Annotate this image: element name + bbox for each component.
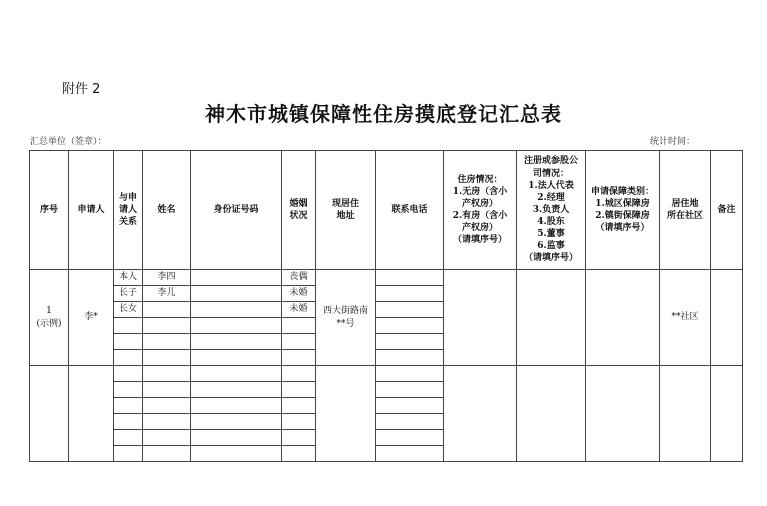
cell-phone bbox=[376, 302, 444, 318]
cell-company bbox=[517, 270, 586, 366]
cell-id-number bbox=[191, 430, 282, 446]
cell-community: **社区 bbox=[660, 270, 711, 366]
cell-seq bbox=[30, 366, 69, 462]
cell-applicant bbox=[69, 366, 114, 462]
cell-address: 西大街路南 **号 bbox=[316, 270, 376, 366]
cell-phone bbox=[376, 270, 444, 286]
cell-relation bbox=[114, 446, 143, 462]
header-community: 居住地 所在社区 bbox=[660, 151, 711, 270]
cell-category bbox=[586, 366, 660, 462]
cell-name bbox=[143, 366, 191, 382]
cell-relation bbox=[114, 334, 143, 350]
header-marital-status: 婚姻 状况 bbox=[282, 151, 316, 270]
cell-relation bbox=[114, 350, 143, 366]
cell-name bbox=[143, 334, 191, 350]
registration-summary-table bbox=[29, 150, 743, 462]
cell-id-number bbox=[191, 414, 282, 430]
cell-relation bbox=[114, 366, 143, 382]
cell-phone bbox=[376, 446, 444, 462]
cell-remarks bbox=[711, 366, 743, 462]
attachment-label: 附件 2 bbox=[62, 82, 101, 97]
cell-marital: 未婚 bbox=[282, 286, 316, 302]
header-phone: 联系电话 bbox=[376, 151, 444, 270]
cell-relation: 长子 bbox=[114, 286, 143, 302]
table-row bbox=[30, 366, 743, 382]
cell-id-number bbox=[191, 366, 282, 382]
cell-phone bbox=[376, 350, 444, 366]
cell-name bbox=[143, 414, 191, 430]
cell-id-number bbox=[191, 446, 282, 462]
cell-id-number bbox=[191, 270, 282, 286]
cell-marital bbox=[282, 366, 316, 382]
cell-housing bbox=[444, 270, 517, 366]
statistics-time-label: 统计时间： bbox=[650, 137, 696, 147]
cell-marital bbox=[282, 398, 316, 414]
cell-housing bbox=[444, 366, 517, 462]
cell-name bbox=[143, 318, 191, 334]
table-header-row bbox=[30, 151, 743, 270]
cell-id-number bbox=[191, 318, 282, 334]
cell-remarks bbox=[711, 270, 743, 366]
cell-id-number bbox=[191, 350, 282, 366]
cell-applicant: 李* bbox=[69, 270, 114, 366]
cell-marital bbox=[282, 446, 316, 462]
header-id-number: 身份证号码 bbox=[191, 151, 282, 270]
header-current-address: 现居住 地址 bbox=[316, 151, 376, 270]
cell-address bbox=[316, 366, 376, 462]
header-applicant: 申请人 bbox=[69, 151, 114, 270]
cell-relation: 长女 bbox=[114, 302, 143, 318]
cell-name: 李儿 bbox=[143, 286, 191, 302]
cell-id-number bbox=[191, 398, 282, 414]
cell-company bbox=[517, 366, 586, 462]
header-security-category: 申请保障类别： 1.城区保障房 2.镇街保障房 （请填序号） bbox=[586, 151, 660, 270]
cell-marital bbox=[282, 382, 316, 398]
header-housing-status: 住房情况： 1.无房（含小 产权房） 2.有房（含小 产权房） （请填序号） bbox=[444, 151, 517, 270]
cell-seq: 1 (示例) bbox=[30, 270, 69, 366]
cell-community bbox=[660, 366, 711, 462]
cell-name bbox=[143, 446, 191, 462]
page-title: 神木市城镇保障性住房摸底登记汇总表 bbox=[205, 102, 562, 126]
cell-relation bbox=[114, 318, 143, 334]
header-name: 姓名 bbox=[143, 151, 191, 270]
cell-name bbox=[143, 350, 191, 366]
cell-phone bbox=[376, 286, 444, 302]
cell-name bbox=[143, 398, 191, 414]
cell-marital: 未婚 bbox=[282, 302, 316, 318]
cell-phone bbox=[376, 382, 444, 398]
cell-relation bbox=[114, 398, 143, 414]
cell-phone bbox=[376, 398, 444, 414]
cell-name bbox=[143, 430, 191, 446]
cell-marital bbox=[282, 350, 316, 366]
cell-phone bbox=[376, 318, 444, 334]
cell-marital bbox=[282, 430, 316, 446]
cell-phone bbox=[376, 414, 444, 430]
cell-phone bbox=[376, 430, 444, 446]
cell-relation bbox=[114, 414, 143, 430]
summary-unit-label: 汇总单位（签章）： bbox=[30, 137, 107, 147]
cell-relation bbox=[114, 382, 143, 398]
cell-phone bbox=[376, 366, 444, 382]
table-row bbox=[30, 270, 743, 286]
cell-category bbox=[586, 270, 660, 366]
cell-relation bbox=[114, 430, 143, 446]
header-relation: 与申 请人 关系 bbox=[114, 151, 143, 270]
header-remarks: 备注 bbox=[711, 151, 743, 270]
cell-id-number bbox=[191, 382, 282, 398]
cell-name: 李四 bbox=[143, 270, 191, 286]
header-company-status: 注册或参股公 司情况： 1.法人代表 2.经理 3.负责人 4.股东 5.董事 6.监事 （请填序号） bbox=[517, 151, 586, 270]
cell-marital bbox=[282, 414, 316, 430]
cell-phone bbox=[376, 334, 444, 350]
cell-id-number bbox=[191, 286, 282, 302]
cell-id-number bbox=[191, 334, 282, 350]
cell-name bbox=[143, 382, 191, 398]
header-seq: 序号 bbox=[30, 151, 69, 270]
cell-name bbox=[143, 302, 191, 318]
cell-marital: 丧偶 bbox=[282, 270, 316, 286]
cell-marital bbox=[282, 334, 316, 350]
cell-marital bbox=[282, 318, 316, 334]
cell-relation: 本人 bbox=[114, 270, 143, 286]
cell-id-number bbox=[191, 302, 282, 318]
